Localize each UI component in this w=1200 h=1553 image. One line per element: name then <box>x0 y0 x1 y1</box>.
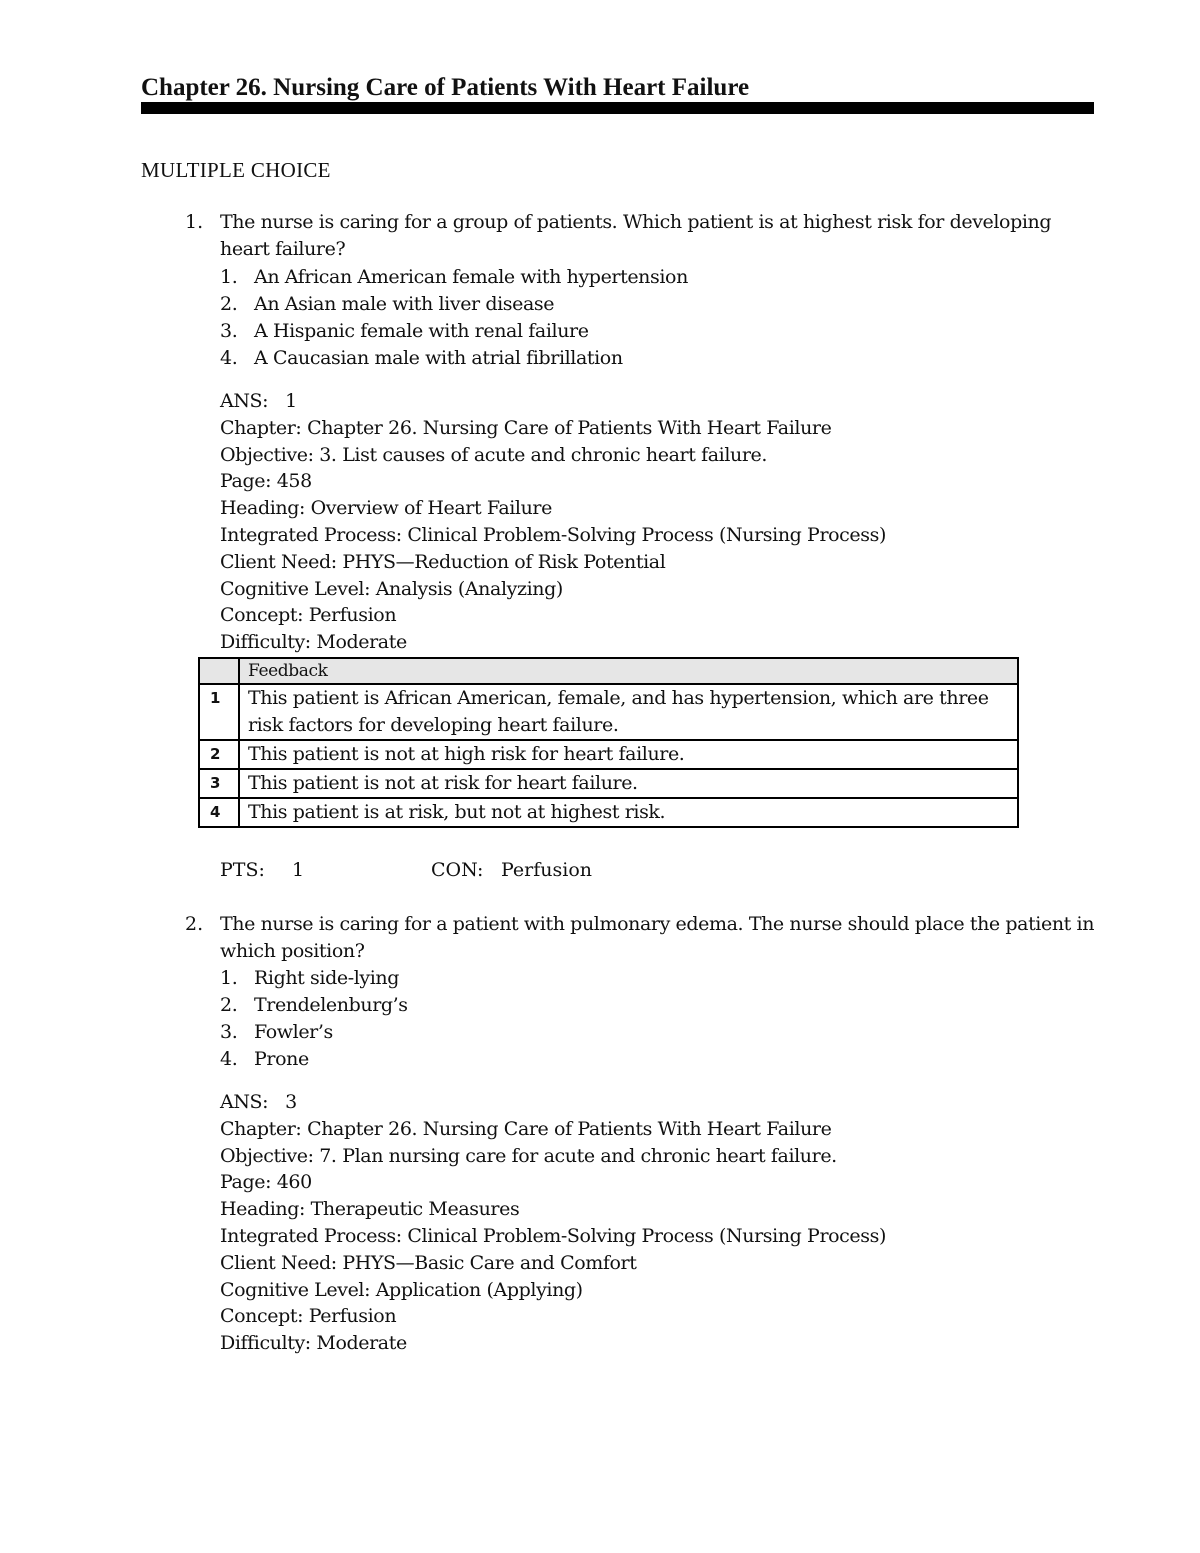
meta-difficulty: Difficulty: Moderate <box>220 631 407 654</box>
feedback-row-text: This patient is not at risk for heart failure. <box>239 769 1018 798</box>
feedback-row <box>199 740 1018 769</box>
option-number: 3. <box>220 1021 238 1043</box>
question-number: 1. <box>185 211 204 233</box>
concept-value: Perfusion <box>501 859 593 881</box>
meta-cognitive-level: Cognitive Level: Application (Applying) <box>220 1278 583 1301</box>
question-number: 2. <box>185 913 204 935</box>
option-number: 2. <box>220 293 238 315</box>
meta-client-need: Client Need: PHYS—Basic Care and Comfort <box>220 1251 637 1274</box>
meta-chapter: Chapter: Chapter 26. Nursing Care of Patients With Heart Failure <box>220 416 832 439</box>
answer-metadata <box>220 388 886 656</box>
concept-label: CON: <box>431 859 484 881</box>
feedback-row-text: This patient is at risk, but not at highest risk. <box>239 798 1018 827</box>
option-text: A Hispanic female with renal failure <box>254 320 589 342</box>
option-number: 1. <box>220 967 238 989</box>
option-text: Trendelenburg’s <box>254 994 408 1016</box>
option-number: 1. <box>220 266 238 288</box>
feedback-row-number: 4 <box>199 798 239 827</box>
option-text: An Asian male with liver disease <box>254 293 555 315</box>
answer-option <box>220 1019 333 1046</box>
points-value: 1 <box>292 859 305 881</box>
answer-option <box>220 318 589 345</box>
title-rule <box>141 102 1094 114</box>
option-text: Prone <box>254 1048 309 1070</box>
option-text: Fowler’s <box>254 1021 333 1043</box>
feedback-table <box>198 657 1019 828</box>
meta-concept: Concept: Perfusion <box>220 1305 397 1328</box>
feedback-row <box>199 798 1018 827</box>
meta-difficulty: Difficulty: Moderate <box>220 1332 407 1355</box>
meta-heading: Heading: Overview of Heart Failure <box>220 497 552 520</box>
meta-objective: Objective: 3. List causes of acute and chronic heart failure. <box>220 443 768 466</box>
meta-objective: Objective: 7. Plan nursing care for acute and chronic heart failure. <box>220 1144 837 1167</box>
option-number: 4. <box>220 1048 238 1070</box>
meta-integrated-process: Integrated Process: Clinical Problem-Solving Process (Nursing Process) <box>220 523 886 546</box>
answer-option <box>220 264 688 291</box>
section-heading: MULTIPLE CHOICE <box>141 158 331 182</box>
feedback-row-number: 2 <box>199 740 239 769</box>
option-text: A Caucasian male with atrial fibrillation <box>254 347 623 369</box>
feedback-header-row <box>199 658 1018 684</box>
option-number: 4. <box>220 347 238 369</box>
answer-option <box>220 1046 309 1073</box>
option-text: An African American female with hypertension <box>254 266 688 288</box>
feedback-header: Feedback <box>239 658 1018 684</box>
meta-page: Page: 460 <box>220 1171 312 1194</box>
option-number: 2. <box>220 994 238 1016</box>
option-number: 3. <box>220 320 238 342</box>
meta-page: Page: 458 <box>220 470 312 493</box>
meta-chapter: Chapter: Chapter 26. Nursing Care of Patients With Heart Failure <box>220 1117 832 1140</box>
page-title: Chapter 26. Nursing Care of Patients With Heart Failure <box>141 74 750 101</box>
points-label: PTS: <box>220 859 265 881</box>
answer-option <box>220 992 408 1019</box>
answer-option <box>220 965 399 992</box>
feedback-row <box>199 769 1018 798</box>
meta-client-need: Client Need: PHYS—Reduction of Risk Potential <box>220 550 666 573</box>
meta-heading: Heading: Therapeutic Measures <box>220 1198 520 1221</box>
answer-key: ANS: 1 <box>220 390 297 412</box>
feedback-row <box>199 684 1018 740</box>
feedback-row-text: This patient is African American, female, and has hypertension, which are three risk factors for developing heart failure. <box>239 684 1018 740</box>
meta-concept: Concept: Perfusion <box>220 604 397 627</box>
answer-key: ANS: 3 <box>220 1091 297 1113</box>
answer-metadata <box>220 1089 886 1357</box>
feedback-row-number: 1 <box>199 684 239 740</box>
meta-cognitive-level: Cognitive Level: Analysis (Analyzing) <box>220 577 563 600</box>
feedback-header-blank <box>199 658 239 684</box>
answer-option <box>220 345 623 372</box>
feedback-row-text: This patient is not at high risk for heart failure. <box>239 740 1018 769</box>
question-stem: The nurse is caring for a group of patients. Which patient is at highest risk for developing heart failure? <box>220 211 1052 260</box>
question-stem: The nurse is caring for a patient with pulmonary edema. The nurse should place the patient in which position? <box>220 913 1095 962</box>
meta-integrated-process: Integrated Process: Clinical Problem-Solving Process (Nursing Process) <box>220 1224 886 1247</box>
answer-option <box>220 291 554 318</box>
option-text: Right side-lying <box>254 967 399 989</box>
feedback-row-number: 3 <box>199 769 239 798</box>
